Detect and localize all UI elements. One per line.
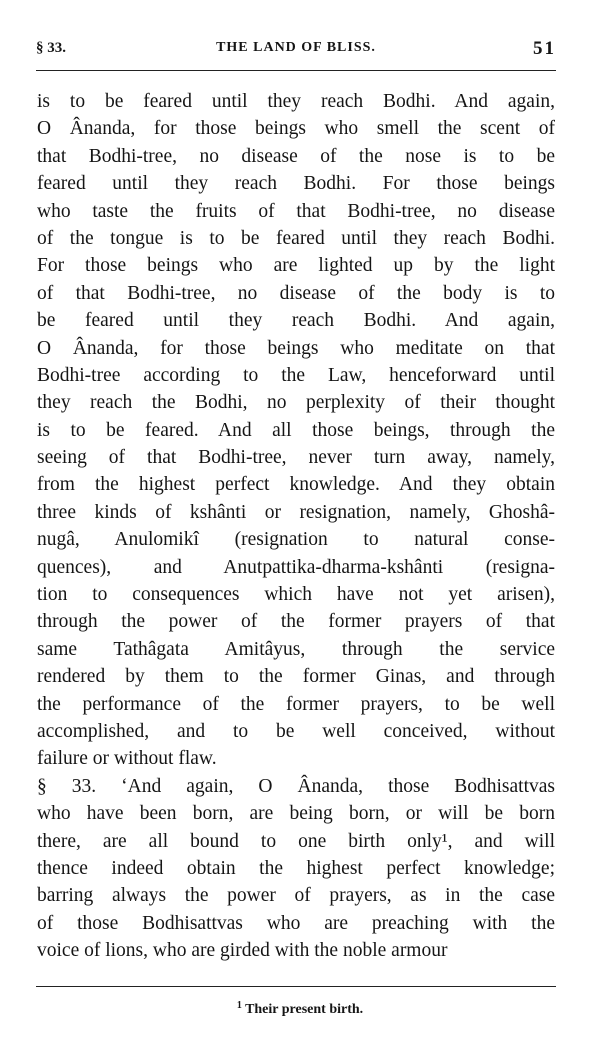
body-line: of that Bodhi-tree, no disease of the body is to [37, 282, 555, 304]
body-line: there, are all bound to one birth only¹, and will [37, 830, 555, 852]
body-text [37, 88, 555, 965]
body-line: from the highest perfect knowledge. And they obtain [37, 474, 555, 496]
body-line: three kinds of kshânti or resignation, namely, Ghoshâ- [37, 501, 555, 523]
header-section-mark: § 33. [36, 40, 66, 56]
page-number: 51 [533, 38, 556, 59]
body-line: barring always the power of prayers, as in the case [37, 885, 555, 907]
body-line: tion to consequences which have not yet arisen), [37, 584, 555, 606]
body-line: through the power of the former prayers of that [37, 611, 555, 633]
body-line: who taste the fruits of that Bodhi-tree, no disease [37, 200, 555, 222]
footnote [0, 1002, 600, 1018]
body-line: the performance of the former prayers, to be well [37, 693, 555, 715]
footnote-rule [36, 986, 556, 987]
body-line: For those beings who are lighted up by the light [37, 255, 555, 277]
body-line: § 33. ‘And again, O Ânanda, those Bodhisattvas [37, 775, 555, 797]
body-line: be feared until they reach Bodhi. And again, [37, 310, 555, 332]
body-line: is to be feared until they reach Bodhi. And again, [37, 91, 555, 112]
running-header [36, 40, 556, 64]
body-line: of those Bodhisattvas who are preaching with the [37, 912, 555, 934]
header-title: THE LAND OF BLISS. [216, 40, 376, 55]
body-line: failure or without flaw. [37, 748, 217, 770]
body-line: of the tongue is to be feared until they reach Bodhi. [37, 227, 555, 249]
body-line: O Ânanda, for those beings who smell the scent of [37, 118, 555, 140]
body-line: thence indeed obtain the highest perfect knowledge; [37, 857, 555, 879]
body-line: is to be feared. And all those beings, through the [37, 419, 555, 441]
body-line: accomplished, and to be well conceived, without [37, 720, 555, 742]
body-line: seeing of that Bodhi-tree, never turn away, namely, [37, 447, 555, 469]
body-line: who have been born, are being born, or will be born [37, 803, 555, 825]
body-line: voice of lions, who are girded with the noble armour [37, 940, 448, 962]
body-line: nugâ, Anulomikî (resignation to natural conse- [37, 529, 555, 551]
body-line: rendered by them to the former Ginas, and through [37, 666, 555, 688]
body-line: Bodhi-tree according to the Law, henceforward until [37, 364, 555, 386]
body-line: they reach the Bodhi, no perplexity of their thought [37, 392, 555, 414]
footnote-text: Their present birth. [245, 1002, 364, 1017]
header-rule [36, 70, 556, 71]
footnote-marker: 1 [236, 1000, 242, 1011]
body-line: O Ânanda, for those beings who meditate on that [37, 337, 555, 359]
body-line: feared until they reach Bodhi. For those beings [37, 173, 555, 195]
body-line: same Tathâgata Amitâyus, through the service [37, 638, 555, 660]
body-line: that Bodhi-tree, no disease of the nose is to be [37, 145, 555, 167]
body-line: quences), and Anutpattika-dharma-kshânti (resigna- [37, 556, 555, 578]
